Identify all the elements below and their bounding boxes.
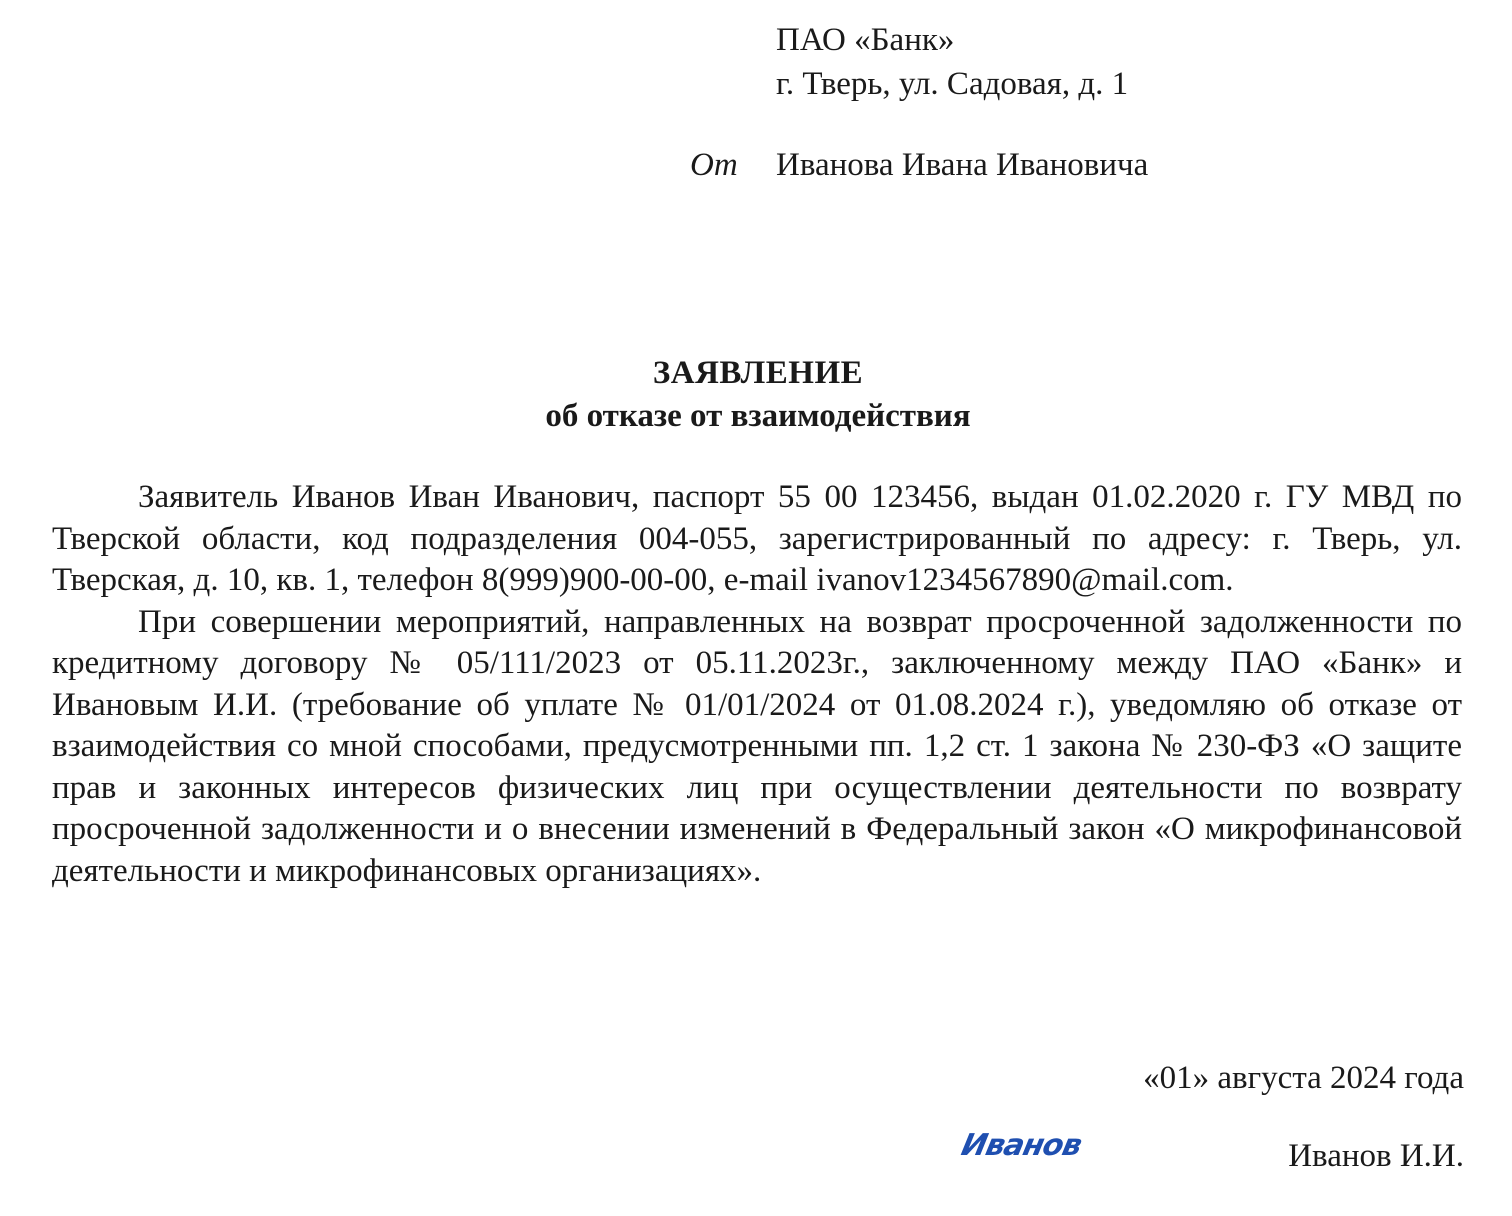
sender-label: От: [690, 147, 738, 183]
body-paragraph-2: При совершении мероприятий, направленных на возврат просроченной задолженности по кредитному договору № 05/111/2023 от 05.11.2023г., заключенному между ПАО «Банк» и Ивановым И.И. (требование об уплате № 01/01/2024 от 01.08.2024 г.), уведомляю об отказе от взаимодействия со мной способами, предусмотренными пп. 1,2 ст. 1 закона № 230-ФЗ «О защите прав и законных интересов физических лиц при осуществлении деятельности по возврату просроченной задолженности и о внесении изменений в Федеральный закон «О микрофинансовой деятельности и микрофинансовых организациях».: [52, 603, 1462, 889]
signer-name: Иванов И.И.: [1288, 1138, 1464, 1174]
recipient-address: г. Тверь, ул. Садовая, д. 1: [776, 66, 1129, 102]
handwritten-signature: Иванов: [958, 1128, 1085, 1163]
document-date: «01» августа 2024 года: [1143, 1060, 1464, 1096]
document-title: [0, 352, 1512, 438]
sender-block: [690, 143, 1148, 187]
sender-name: Иванова Ивана Ивановича: [776, 147, 1149, 183]
document-body: [52, 477, 1462, 892]
recipient-name: ПАО «Банк»: [776, 22, 955, 58]
body-paragraph-1: Заявитель Иванов Иван Иванович, паспорт 55 00 123456, выдан 01.02.2020 г. ГУ МВД по Тверской области, код подразделения 004-055, зарегистрированный по адресу: г. Тверь, ул. Тверская, д. 10, кв. 1, телефон 8(999)900-00-00, e-mail ivanov1234567890@mail.com.: [52, 479, 1462, 598]
title-main: ЗАЯВЛЕНИЕ: [652, 355, 864, 391]
recipient-block: [776, 18, 1128, 106]
title-subtitle: об отказе от взаимодействия: [545, 398, 971, 434]
